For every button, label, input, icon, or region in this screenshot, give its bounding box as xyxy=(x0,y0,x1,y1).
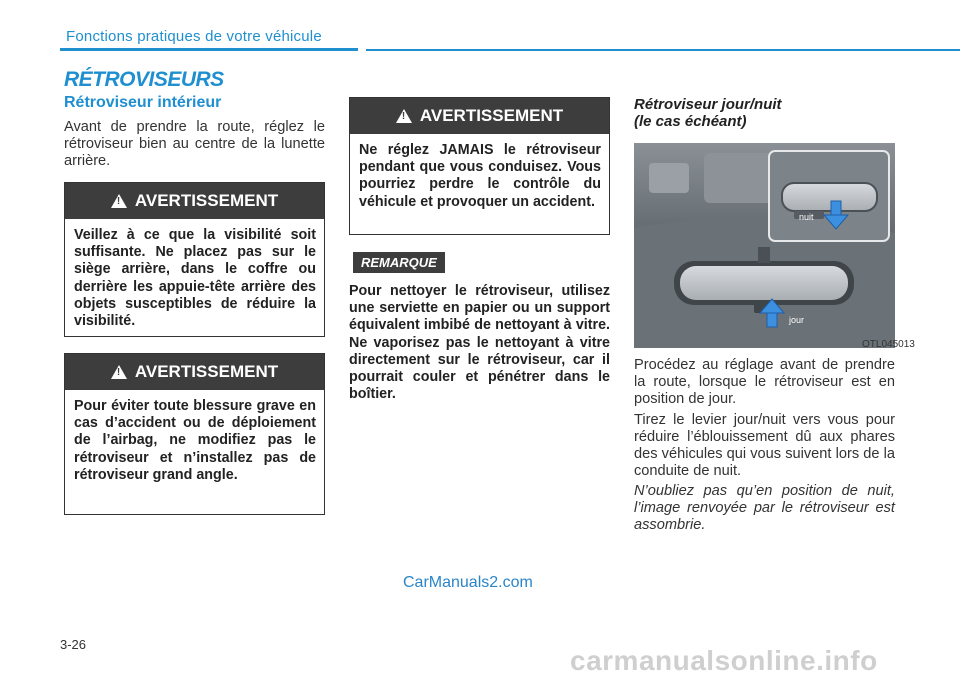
header-rule-left xyxy=(60,48,358,51)
right-paragraph-3: N’oubliez pas qu’en position de nuit, l’image renvoyée par le rétroviseur est assombrie. xyxy=(634,483,895,533)
warning-header xyxy=(65,183,324,219)
label-day: jour xyxy=(789,315,805,325)
warning-triangle-icon xyxy=(396,109,412,123)
intro-paragraph: Avant de prendre la route, réglez le rétroviseur bien au centre de la lunette arrière. xyxy=(64,119,325,169)
warning-box-1 xyxy=(64,182,325,337)
mirror-figure xyxy=(634,143,895,348)
day-night-title-line2: (le cas échéant) xyxy=(634,113,747,130)
warning-text: Pour éviter toute blessure grave en cas d’accident ou de déploiement de l’airbag, ne modifiez pas le rétroviseur et n’installez pas de rétroviseur grand angle. xyxy=(74,398,316,483)
section-title: RÉTROVISEURS xyxy=(64,68,224,91)
figure-caption: OTL045013 xyxy=(862,339,915,350)
header-rule-right xyxy=(366,49,960,51)
warning-text: Veillez à ce que la visibilité soit suffisante. Ne placez pas sur le siège arrière, dans le coffre ou derrière les appuie-tête arrière des objets susceptibles de réduire la visibilité. xyxy=(74,227,316,330)
note-text: Pour nettoyer le rétroviseur, utilisez une serviette en papier ou un support équivalent imbibé de nettoyant à vitre. Ne vaporisez pas le nettoyant à vitre directement sur le rétroviseur, car il pourrait couler et pénétrer dans le boîtier. xyxy=(349,283,610,403)
warning-label: AVERTISSEMENT xyxy=(134,362,279,381)
subsection-title: Rétroviseur intérieur xyxy=(64,94,222,111)
page-number: 3-26 xyxy=(60,637,87,652)
warning-label: AVERTISSEMENT xyxy=(134,191,279,210)
warning-header xyxy=(65,354,324,390)
header-title: Fonctions pratiques de votre véhicule xyxy=(66,28,322,45)
warning-box-3 xyxy=(349,97,610,235)
warning-box-2 xyxy=(64,353,325,515)
warning-triangle-icon xyxy=(111,365,127,379)
warning-header xyxy=(350,98,609,134)
day-night-title-line1: Rétroviseur jour/nuit xyxy=(634,96,782,113)
day-night-title xyxy=(634,96,782,130)
right-paragraph-2: Tirez le levier jour/nuit vers vous pour réduire l’éblouissement dû aux phares des véhicules qui vous suivent lors de la conduite de nuit. xyxy=(634,412,895,479)
watermark-link[interactable]: CarManuals2.com xyxy=(403,574,533,591)
site-watermark: carmanualsonline.info xyxy=(570,645,878,676)
mirror-illustration xyxy=(634,143,895,348)
note-badge: REMARQUE xyxy=(353,252,445,273)
warning-label: AVERTISSEMENT xyxy=(419,106,564,125)
right-paragraph-1: Procédez au réglage avant de prendre la route, lorsque le rétroviseur est en position de jour. xyxy=(634,357,895,407)
warning-triangle-icon xyxy=(111,194,127,208)
warning-text: Ne réglez JAMAIS le rétroviseur pendant que vous conduisez. Vous pourriez perdre le contrôle du véhicule et provoquer un accident. xyxy=(359,142,601,210)
label-night: nuit xyxy=(799,212,814,222)
